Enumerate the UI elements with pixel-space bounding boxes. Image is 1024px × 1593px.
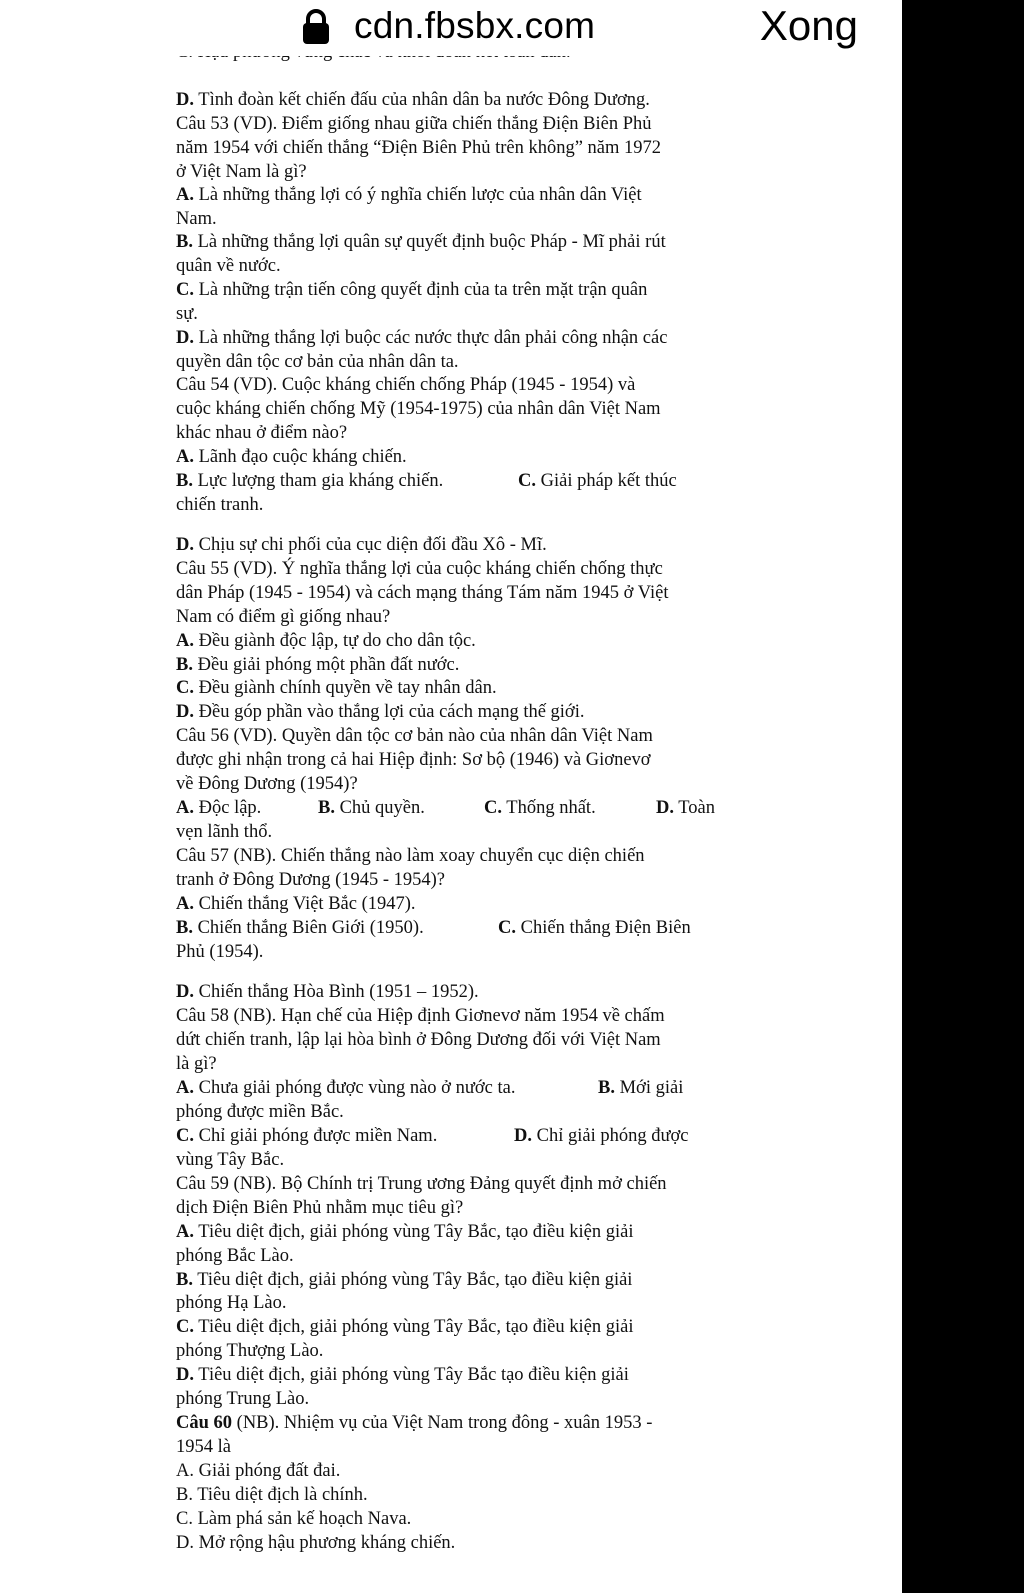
document-line — [176, 1244, 294, 1268]
document-line — [176, 302, 198, 326]
line-text: Độc lập. — [194, 798, 262, 818]
document-line — [176, 796, 261, 820]
document-line — [176, 980, 479, 1004]
option-letter: C. — [484, 798, 502, 818]
line-text: Toàn — [674, 798, 716, 818]
line-text: về Đông Dương (1954)? — [176, 774, 358, 794]
line-text: phóng Hạ Lào. — [176, 1293, 287, 1313]
option-letter: B. — [176, 918, 193, 938]
option-letter: B. — [176, 471, 193, 491]
document-line-option — [318, 796, 425, 820]
option-letter: B. — [176, 1270, 193, 1290]
document-line — [176, 1148, 284, 1172]
document-line — [176, 1387, 309, 1411]
document-line — [176, 1124, 437, 1148]
document-line — [176, 844, 645, 868]
document-line — [176, 868, 445, 892]
document-line — [176, 493, 263, 517]
option-letter: C. — [176, 678, 194, 698]
document-line — [176, 1196, 463, 1220]
document-line — [176, 1028, 661, 1052]
document-line — [176, 581, 668, 605]
option-letter: B. — [176, 232, 193, 252]
document-line — [176, 1435, 231, 1459]
option-letter: C. — [176, 1317, 194, 1337]
line-text: Tiêu diệt địch, giải phóng vùng Tây Bắc, tạo điều kiện giải — [194, 1222, 634, 1242]
line-text: chiến tranh. — [176, 495, 264, 515]
line-text: Tình đoàn kết chiến đấu của nhân dân ba nước Đông Dương. — [194, 90, 650, 110]
document-line — [176, 350, 459, 374]
line-text: Câu 58 (NB). Hạn chế của Hiệp định Giơnevơ năm 1954 về chấm — [176, 1006, 665, 1026]
option-letter: C. — [518, 471, 536, 491]
partial-line-top — [176, 56, 736, 80]
option-letter: D. — [176, 535, 194, 555]
option-letter: D. — [514, 1126, 532, 1146]
document-line — [176, 748, 651, 772]
document-line — [176, 469, 443, 493]
document-line — [176, 557, 663, 581]
line-text: quyền dân tộc cơ bản của nhân dân ta. — [176, 352, 459, 372]
line-text: Đều giành độc lập, tự do cho dân tộc. — [194, 631, 476, 651]
document-line — [176, 1172, 667, 1196]
line-text: cuộc kháng chiến chống Mỹ (1954-1975) của nhân dân Việt Nam — [176, 399, 661, 419]
line-text: phóng Trung Lào. — [176, 1389, 310, 1409]
line-text: phóng Bắc Lào. — [176, 1246, 294, 1266]
document-line — [176, 1268, 632, 1292]
option-letter: C. — [498, 918, 516, 938]
document-line — [176, 916, 424, 940]
document-line — [176, 183, 642, 207]
document-line — [176, 1531, 455, 1555]
option-letter: A. — [176, 631, 194, 651]
line-text: Chịu sự chi phối của cục diện đối đầu Xô - Mĩ. — [194, 535, 547, 555]
line-text: Câu 55 (VD). Ý nghĩa thắng lợi của cuộc kháng chiến chống thực — [176, 559, 663, 579]
line-text: Giải pháp kết thúc — [536, 471, 677, 491]
line-text: dịch Điện Biên Phủ nhằm mục tiêu gì? — [176, 1198, 464, 1218]
option-letter: D. — [176, 90, 194, 110]
document-line — [176, 1459, 340, 1483]
option-letter: D. — [176, 1365, 194, 1385]
line-text: Tiêu diệt địch, giải phóng vùng Tây Bắc, tạo điều kiện giải — [192, 1270, 633, 1290]
line-text: quân về nước. — [176, 256, 281, 276]
document-line — [176, 700, 584, 724]
line-text: phóng được miền Bắc. — [176, 1102, 344, 1122]
line-text: (NB). Nhiệm vụ của Việt Nam trong đông - xuân 1953 - — [232, 1413, 653, 1433]
line-text: tranh ở Đông Dương (1945 - 1954)? — [176, 870, 446, 890]
option-letter: A. — [176, 447, 194, 467]
line-text: Tiêu diệt địch, giải phóng vùng Tây Bắc, tạo điều kiện giải — [194, 1317, 634, 1337]
document-line-option — [514, 1124, 689, 1148]
document-line — [176, 1291, 286, 1315]
document-line — [176, 421, 347, 445]
document-line-option — [598, 1076, 683, 1100]
line-text: được ghi nhận trong cả hai Hiệp định: Sơ bộ (1946) và Giơnevơ — [176, 750, 651, 770]
line-text: Mới giải — [614, 1078, 684, 1098]
line-text: Là những trận tiến công quyết định của ta trên mặt trận quân — [194, 280, 648, 300]
line-text: Chiến thắng Biên Giới (1950). — [192, 918, 424, 938]
line-text: Lãnh đạo cuộc kháng chiến. — [194, 447, 407, 467]
lock-icon — [302, 9, 330, 45]
line-text: Lực lượng tham gia kháng chiến. — [192, 471, 444, 491]
document-line — [176, 1052, 217, 1076]
document-line — [176, 772, 358, 796]
option-letter: B. — [176, 655, 193, 675]
document-line — [176, 230, 666, 254]
line-text: Là những thắng lợi quân sự quyết định buộc Pháp - Mĩ phải rút — [192, 232, 666, 252]
document-line — [176, 605, 390, 629]
option-letter: A. — [176, 1222, 194, 1242]
document-line — [176, 820, 272, 844]
browser-toolbar — [0, 0, 902, 56]
line-text: Đều giành chính quyền về tay nhân dân. — [194, 678, 497, 698]
line-text: Chủ quyền. — [334, 798, 425, 818]
document-line — [176, 88, 650, 112]
line-text: Chiến thắng Việt Bắc (1947). — [194, 894, 416, 914]
document-line — [176, 1076, 515, 1100]
option-letter: D. — [176, 982, 194, 1002]
line-text: Là những thắng lợi buộc các nước thực dân phải công nhận các — [194, 328, 668, 348]
line-text: Câu 59 (NB). Bộ Chính trị Trung ương Đảng quyết định mở chiến — [176, 1174, 667, 1194]
line-text: Chiến thắng Điện Biên — [516, 918, 691, 938]
line-text: Đều giải phóng một phần đất nước. — [192, 655, 460, 675]
document-line — [176, 254, 281, 278]
line-text: Là những thắng lợi có ý nghĩa chiến lược của nhân dân Việt — [194, 185, 642, 205]
option-letter: D. — [176, 328, 194, 348]
document-line — [176, 533, 547, 557]
document-line — [176, 676, 497, 700]
document-line — [176, 1315, 633, 1339]
line-text: 1954 là — [176, 1437, 231, 1457]
line-text: B. Tiêu diệt địch là chính. — [176, 1485, 368, 1505]
document-line — [176, 629, 476, 653]
option-letter: B. — [318, 798, 335, 818]
option-letter: C. — [176, 280, 194, 300]
option-letter: C. — [176, 1126, 194, 1146]
option-letter: A. — [176, 185, 194, 205]
line-text: vẹn lãnh thổ. — [176, 822, 273, 842]
document-line-option — [656, 796, 715, 820]
document-line — [176, 1220, 633, 1244]
line-text: vùng Tây Bắc. — [176, 1150, 285, 1170]
line-text: Nam. — [176, 209, 217, 229]
line-text: năm 1954 với chiến thắng “Điện Biên Phủ trên không” năm 1972 — [176, 138, 662, 158]
screen-edge — [902, 0, 1024, 1593]
line-text: Tiêu diệt địch, giải phóng vùng Tây Bắc tạo điều kiện giải — [194, 1365, 629, 1385]
line-text: C. Làm phá sản kế hoạch Nava. — [176, 1509, 412, 1529]
option-letter: D. — [176, 702, 194, 722]
option-letter: A. — [176, 894, 194, 914]
line-text: Thống nhất. — [502, 798, 596, 818]
document-line — [176, 373, 635, 397]
line-text: Chỉ giải phóng được — [532, 1126, 689, 1146]
line-text: Chiến thắng Hòa Bình (1951 – 1952). — [194, 982, 479, 1002]
document-line — [176, 940, 263, 964]
line-text: Phủ (1954). — [176, 942, 264, 962]
line-text: dứt chiến tranh, lập lại hòa bình ở Đông Dương đối với Việt Nam — [176, 1030, 661, 1050]
line-text: Câu 57 (NB). Chiến thắng nào làm xoay chuyển cục diện chiến — [176, 846, 645, 866]
document-line — [176, 653, 459, 677]
document-line — [176, 1339, 323, 1363]
option-letter: A. — [176, 798, 194, 818]
document-line — [176, 1363, 629, 1387]
document-line — [176, 1507, 411, 1531]
document-line — [176, 136, 661, 160]
line-text: A. Giải phóng đất đai. — [176, 1461, 341, 1481]
line-text: D. Mở rộng hậu phương kháng chiến. — [176, 1533, 456, 1553]
option-letter: B. — [598, 1078, 615, 1098]
line-text: Nam có điểm gì giống nhau? — [176, 607, 391, 627]
line-text: phóng Thượng Lào. — [176, 1341, 324, 1361]
line-text: sự. — [176, 304, 198, 324]
done-button[interactable]: Xong — [759, 2, 858, 49]
document-line — [176, 1483, 368, 1507]
document-line — [176, 397, 661, 421]
line-text: là gì? — [176, 1054, 217, 1074]
document-line-option — [518, 469, 677, 493]
line-text: Đều góp phần vào thắng lợi của cách mạng thế giới. — [194, 702, 585, 722]
line-text: Chỉ giải phóng được miền Nam. — [194, 1126, 438, 1146]
line-text: dân Pháp (1945 - 1954) và cách mạng tháng Tám năm 1945 ở Việt — [176, 583, 669, 603]
document-line — [176, 278, 647, 302]
document-line — [176, 1100, 344, 1124]
document-line — [176, 112, 652, 136]
line-text: Câu 53 (VD). Điểm giống nhau giữa chiến thắng Điện Biên Phủ — [176, 114, 652, 134]
line-text: khác nhau ở điểm nào? — [176, 423, 348, 443]
line-text: Câu 56 (VD). Quyền dân tộc cơ bản nào của nhân dân Việt Nam — [176, 726, 653, 746]
option-letter: Câu 60 — [176, 1413, 233, 1433]
line-text: Câu 54 (VD). Cuộc kháng chiến chống Pháp (1945 - 1954) và — [176, 375, 636, 395]
line-text: ở Việt Nam là gì? — [176, 162, 307, 182]
option-letter: A. — [176, 1078, 194, 1098]
document-line — [176, 724, 653, 748]
document-line — [176, 160, 307, 184]
line-text: Chưa giải phóng được vùng nào ở nước ta. — [194, 1078, 516, 1098]
document-line — [176, 207, 217, 231]
document-line — [176, 1411, 652, 1435]
url-label: cdn.fbsbx.com — [354, 5, 596, 46]
option-letter: D. — [656, 798, 674, 818]
document-line — [176, 445, 407, 469]
document-line — [176, 892, 416, 916]
document-line — [176, 1004, 665, 1028]
document-line — [176, 326, 667, 350]
document-line-option — [484, 796, 596, 820]
document-line-option — [498, 916, 691, 940]
